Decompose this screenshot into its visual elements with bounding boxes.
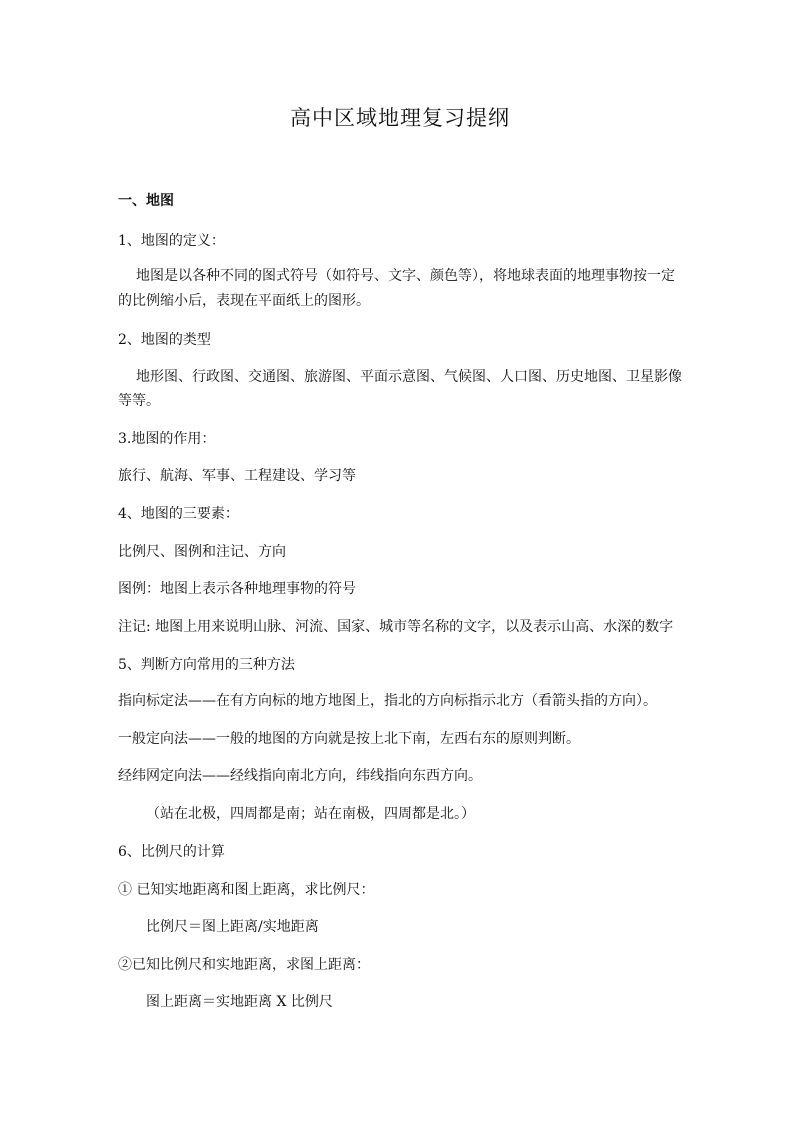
paragraph-line: 的比例缩小后，表现在平面纸上的图形。 bbox=[118, 293, 370, 309]
paragraph-line: 旅行、航海、军事、工程建设、学习等 bbox=[118, 468, 356, 484]
paragraph-line: ②已知比例尺和实地距离，求图上距离： bbox=[118, 957, 370, 973]
document-title: 高中区域地理复习提纲 bbox=[290, 106, 510, 130]
paragraph-line: 比例尺、图例和注记、方向 bbox=[118, 544, 286, 560]
paragraph-line: 经纬网定向法——经线指向南北方向，纬线指向东西方向。 bbox=[118, 768, 482, 784]
item-heading: 4、地图的三要素： bbox=[118, 506, 239, 522]
paragraph-line: 地形图、行政图、交通图、旅游图、平面示意图、气候图、人口图、历史地图、卫星影像 bbox=[136, 369, 682, 385]
section-heading: 一、地图 bbox=[118, 193, 174, 209]
paragraph-line: ① 已知实地距离和图上距离，求比例尺： bbox=[118, 882, 375, 898]
paragraph-line: 等等。 bbox=[118, 393, 160, 409]
paragraph-line: 注记: 地图上用来说明山脉、河流、国家、城市等名称的文字，以及表示山高、水深的数字 bbox=[118, 619, 674, 635]
paragraph-note: （站在北极，四周都是南；站在南极，四周都是北。） bbox=[146, 806, 475, 822]
item-heading: 1、地图的定义： bbox=[118, 233, 225, 249]
paragraph-line: 指向标定法——在有方向标的地方地图上，指北的方向标指示北方（看箭头指的方向）。 bbox=[118, 693, 657, 709]
item-heading: 5、判断方向常用的三种方法 bbox=[118, 657, 295, 673]
paragraph-line: 地图是以各种不同的图式符号（如符号、文字、颜色等），将地球表面的地理事物按一定 bbox=[136, 268, 675, 284]
paragraph-line: 图例：地图上表示各种地理事物的符号 bbox=[118, 581, 356, 597]
item-heading: 2、地图的类型 bbox=[118, 332, 211, 348]
formula-line: 比例尺＝图上距离/实地距离 bbox=[146, 919, 319, 935]
item-heading: 6、比例尺的计算 bbox=[118, 844, 225, 860]
item-heading: 3.地图的作用： bbox=[118, 431, 216, 447]
paragraph-line: 一般定向法——一般的地图的方向就是按上北下南，左西右东的原则判断。 bbox=[118, 731, 580, 747]
formula-line: 图上距离＝实地距离 X 比例尺 bbox=[146, 994, 333, 1010]
